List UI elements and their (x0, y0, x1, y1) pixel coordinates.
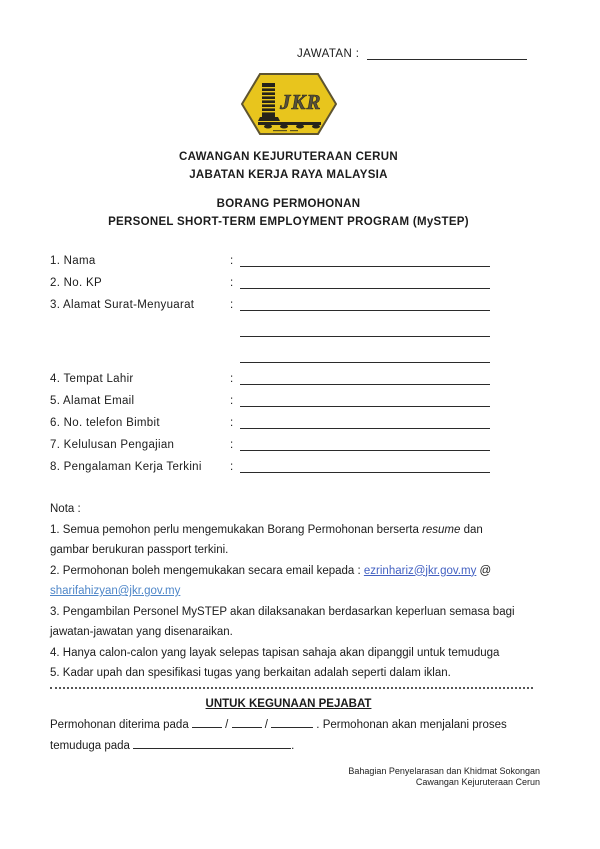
field-blank-line (240, 459, 490, 473)
org-name-line2: JABATAN KERJA RAYA MALAYSIA (189, 169, 388, 181)
field-colon: : (230, 439, 234, 451)
field-blank-line (240, 415, 490, 429)
office-use-heading: UNTUK KEGUNAAN PEJABAT (205, 697, 372, 710)
field-label: 7. Kelulusan Pengajian (50, 439, 175, 451)
field-row-pengalaman (50, 451, 490, 473)
office-line-1: Permohonan diterima pada / / . Permohonan akan menjalani proses (50, 715, 527, 736)
field-label: 1. Nama (50, 255, 96, 267)
date-year-blank (271, 716, 313, 728)
field-blank-line (240, 393, 490, 407)
field-colon: : (230, 395, 234, 407)
field-blank-line (240, 323, 490, 337)
note-2-line-1: 2. Permohonan boleh mengemukakan secara email kepada : ezrinhariz@jkr.gov.my @ (50, 564, 492, 577)
office-line-2: temuduga pada . (50, 736, 527, 757)
jkr-logo (241, 73, 337, 135)
field-blank-line (240, 349, 490, 363)
footer (50, 766, 540, 789)
dotted-separator (50, 687, 533, 689)
field-blank-line (240, 275, 490, 289)
field-row-no-kp (50, 267, 490, 289)
field-row-alamat-cont-2 (50, 337, 490, 363)
field-colon: : (230, 461, 234, 473)
org-name-line1: CAWANGAN KEJURUTERAAN CERUN (179, 151, 398, 163)
email-link-ezrinhariz[interactable]: ezrinhariz@jkr.gov.my (363, 564, 477, 577)
field-label: 3. Alamat Surat-Menyuarat (50, 299, 195, 311)
field-blank-line (240, 253, 490, 267)
email-link-sharifahizyan[interactable]: sharifahizyan@jkr.gov.my (50, 585, 181, 597)
field-blank-line (240, 371, 490, 385)
logo-jkr-text: JKR (279, 90, 322, 114)
field-label: 2. No. KP (50, 277, 102, 289)
form-title-line1: BORANG PERMOHONAN (216, 198, 361, 210)
jawatan-blank-line (367, 47, 527, 60)
form-title-line2: PERSONEL SHORT-TERM EMPLOYMENT PROGRAM (MySTEP) (108, 216, 469, 228)
field-row-alamat-surat (50, 289, 490, 311)
jawatan-label: JAWATAN : (297, 48, 363, 60)
note-3-line-1: 3. Pengambilan Personel MySTEP akan dilaksanakan berdasarkan keperluan semasa bagi (50, 605, 515, 618)
office-use-section (50, 715, 527, 757)
field-row-kelulusan (50, 429, 490, 451)
field-label: 6. No. telefon Bimbit (50, 417, 160, 429)
note-3-line-2: jawatan-jawatan yang disenaraikan. (50, 626, 233, 638)
field-colon: : (230, 417, 234, 429)
notes-section (50, 499, 527, 684)
field-row-tempat-lahir (50, 363, 490, 385)
interview-date-blank (133, 737, 291, 749)
footer-branch: Cawangan Kejuruteraan Cerun (415, 777, 540, 787)
field-blank-line (240, 297, 490, 311)
field-row-nama (50, 245, 490, 267)
note-1-line-1: 1. Semua pemohon perlu mengemukakan Borang Permohonan berserta resume dan (50, 523, 483, 536)
form-fields (50, 245, 490, 473)
note-5: 5. Kadar upah dan spesifikasi tugas yang berkaitan adalah seperti dalam iklan. (50, 667, 451, 679)
note-4: 4. Hanya calon-calon yang layak selepas tapisan sahaja akan dipanggil untuk temuduga (50, 646, 500, 659)
field-colon: : (230, 373, 234, 385)
field-colon: : (230, 277, 234, 289)
field-colon: : (230, 255, 234, 267)
resume-italic: resume (422, 523, 461, 536)
field-row-alamat-email (50, 385, 490, 407)
field-blank-line (240, 437, 490, 451)
field-label: 4. Tempat Lahir (50, 373, 134, 385)
note-1-line-2: gambar berukuran passport terkini. (50, 544, 229, 556)
date-day-blank (192, 716, 222, 728)
footer-division: Bahagian Penyelarasan dan Khidmat Sokongan (348, 765, 540, 776)
note-2-line-2 (50, 581, 527, 602)
date-month-blank (232, 716, 262, 728)
field-colon: : (230, 299, 234, 311)
field-row-alamat-cont-1 (50, 311, 490, 337)
field-label: 5. Alamat Email (50, 395, 135, 407)
jawatan-row (50, 44, 527, 60)
field-label: 8. Pengalaman Kerja Terkini (50, 461, 202, 473)
notes-heading: Nota : (50, 503, 81, 515)
field-row-telefon (50, 407, 490, 429)
